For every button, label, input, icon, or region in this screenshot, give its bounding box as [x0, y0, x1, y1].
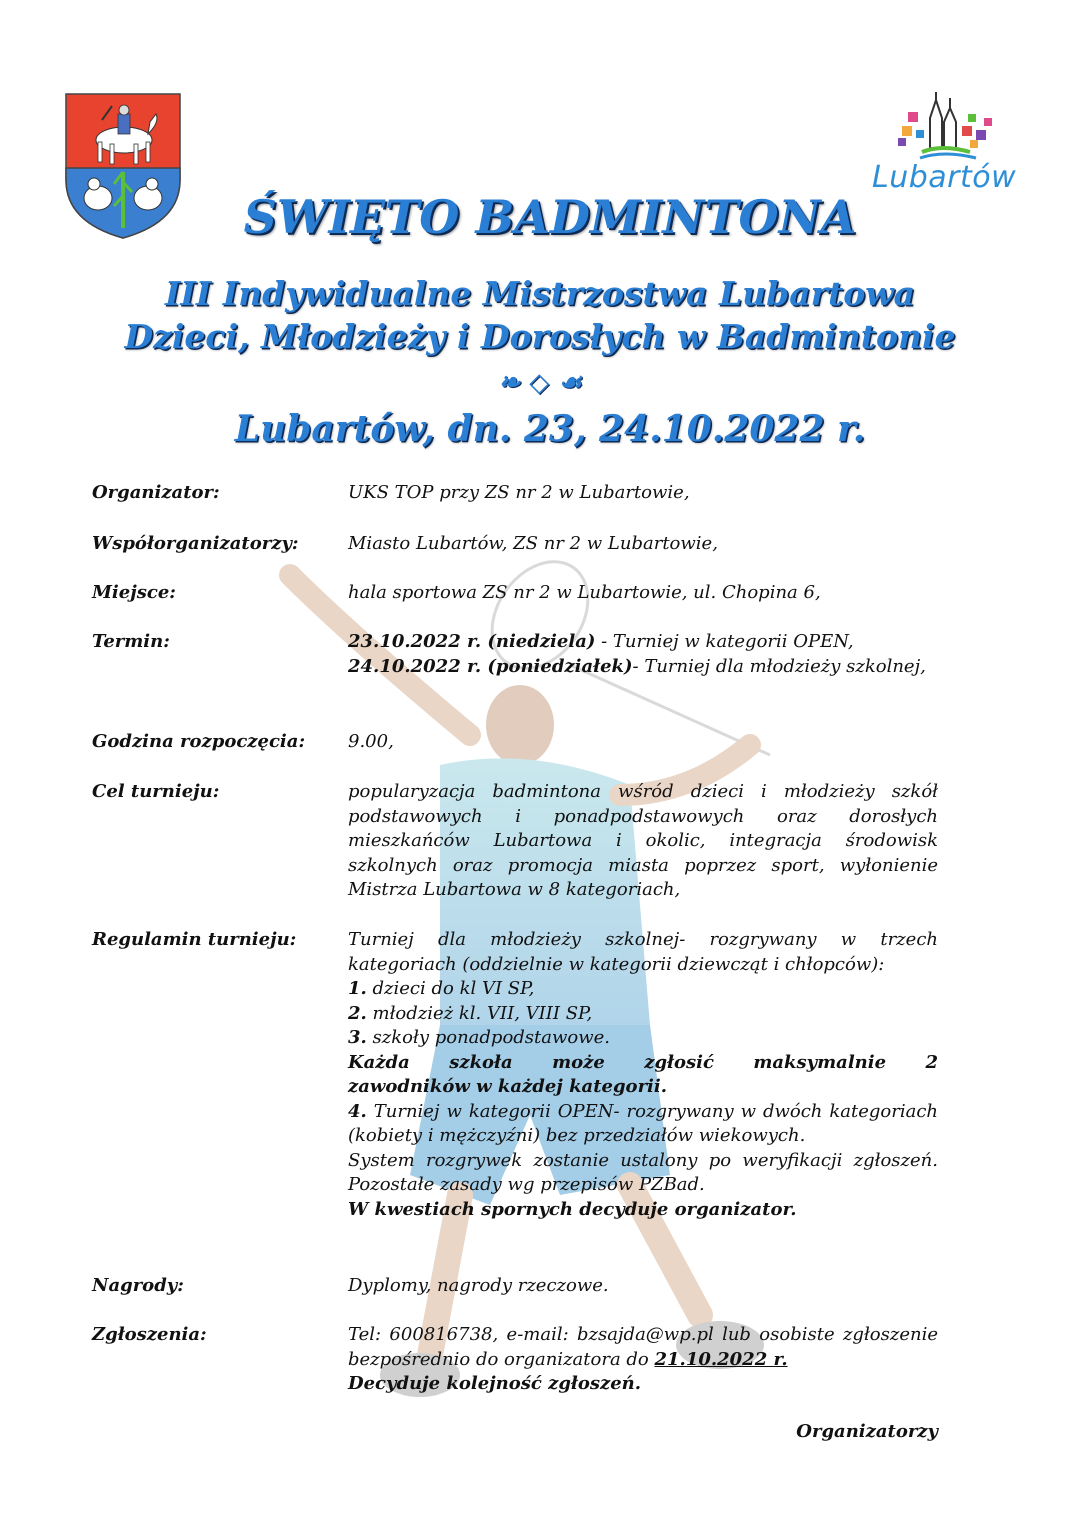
- coorganizers-value: Miasto Lubartów, ZS nr 2 w Lubartowie,: [348, 533, 718, 554]
- rules-item-1: 1. dzieci do kl VI SP,: [348, 978, 535, 999]
- prizes-label: Nagrody:: [92, 1275, 184, 1296]
- rules-limit-line-1: Każda szkoła może zgłosić maksymalnie 2: [348, 1051, 938, 1073]
- ornament-divider: ❧ ◇ ☙: [498, 368, 582, 398]
- coorganizers-label: Współorganizatorzy:: [92, 533, 299, 554]
- prizes-value: Dyplomy, nagrody rzeczowe.: [348, 1275, 609, 1296]
- term-1-date: 23.10.2022 r. (niedziela): [348, 631, 596, 652]
- organizer-value: UKS TOP przy ZS nr 2 w Lubartowie,: [348, 482, 690, 503]
- event-dateline: Lubartów, dn. 23, 24.10.2022 r.: [234, 408, 866, 450]
- subtitle-line-2: Dzieci, Młodzieży i Dorosłych w Badmintonie: [124, 317, 956, 356]
- entries-text: Tel: 600816738, e-mail: bzsajda@wp.pl lub osobiste zgłoszenie bezpośrednio do organizatora do: [348, 1324, 938, 1370]
- term-value: [348, 630, 938, 679]
- rules-item-4: 4. Turniej w kategorii OPEN- rozgrywany w dwóch kategoriach (kobiety i mężczyźni) bez przedziałów wiekowych.: [348, 1100, 938, 1146]
- start-time-value: 9.00,: [348, 731, 394, 752]
- rules-final: W kwestiach spornych decyduje organizator.: [348, 1198, 797, 1220]
- city-logo-text: Lubartów: [872, 160, 1017, 195]
- place-value: hala sportowa ZS nr 2 w Lubartowie, ul. Chopina 6,: [348, 582, 821, 603]
- start-time-label: Godzina rozpoczęcia:: [92, 731, 306, 752]
- signature: Organizatorzy: [796, 1421, 938, 1442]
- entries-value: [348, 1323, 938, 1397]
- rules-value: [348, 928, 938, 1222]
- page-title: ŚWIĘTO BADMINTONA: [243, 190, 857, 244]
- rules-label: Regulamin turnieju:: [92, 929, 297, 950]
- goal-label: Cel turnieju:: [92, 781, 220, 802]
- rules-item-2: 2. młodzież kl. VII, VIII SP,: [348, 1002, 593, 1024]
- term-2-date: 24.10.2022 r. (poniedziałek): [348, 655, 633, 677]
- entries-final: Decyduje kolejność zgłoszeń.: [348, 1373, 642, 1394]
- entries-label: Zgłoszenia:: [92, 1324, 207, 1345]
- goal-value: popularyzacja badmintona wśród dzieci i młodzieży szkół podstawowych i ponadpodstawowych oraz dorosłych mieszkańców Lubartowa i okolic, integracja środowisk szkolnych oraz promocja miasta poprzez sport, wyłonienie Mistrza Lubartowa w 8 kategoriach,: [348, 781, 938, 900]
- rules-system: System rozgrywek zostanie ustalony po weryfikacji zgłoszeń. Pozostałe zasady wg przepisów PZBad.: [348, 1149, 938, 1195]
- term-2-text: - Turniej dla młodzieży szkolnej,: [632, 655, 926, 677]
- term-label: Termin:: [92, 631, 170, 652]
- rules-limit-line-2: zawodników w każdej kategorii.: [348, 1076, 667, 1097]
- rules-item-3: 3. szkoły ponadpodstawowe.: [348, 1027, 611, 1048]
- subtitle-line-1: III Indywidualne Mistrzostwa Lubartowa: [164, 274, 916, 313]
- term-1-text: - Turniej w kategorii OPEN,: [595, 631, 854, 652]
- place-label: Miejsce:: [92, 582, 176, 603]
- entries-deadline: 21.10.2022 r.: [654, 1348, 788, 1370]
- rules-intro: Turniej dla młodzieży szkolnej- rozgrywany w trzech kategoriach (oddzielnie w kategorii dziewcząt i chłopców):: [348, 929, 938, 975]
- organizer-label: Organizator:: [92, 482, 220, 503]
- city-skyline-icon: [872, 88, 1012, 160]
